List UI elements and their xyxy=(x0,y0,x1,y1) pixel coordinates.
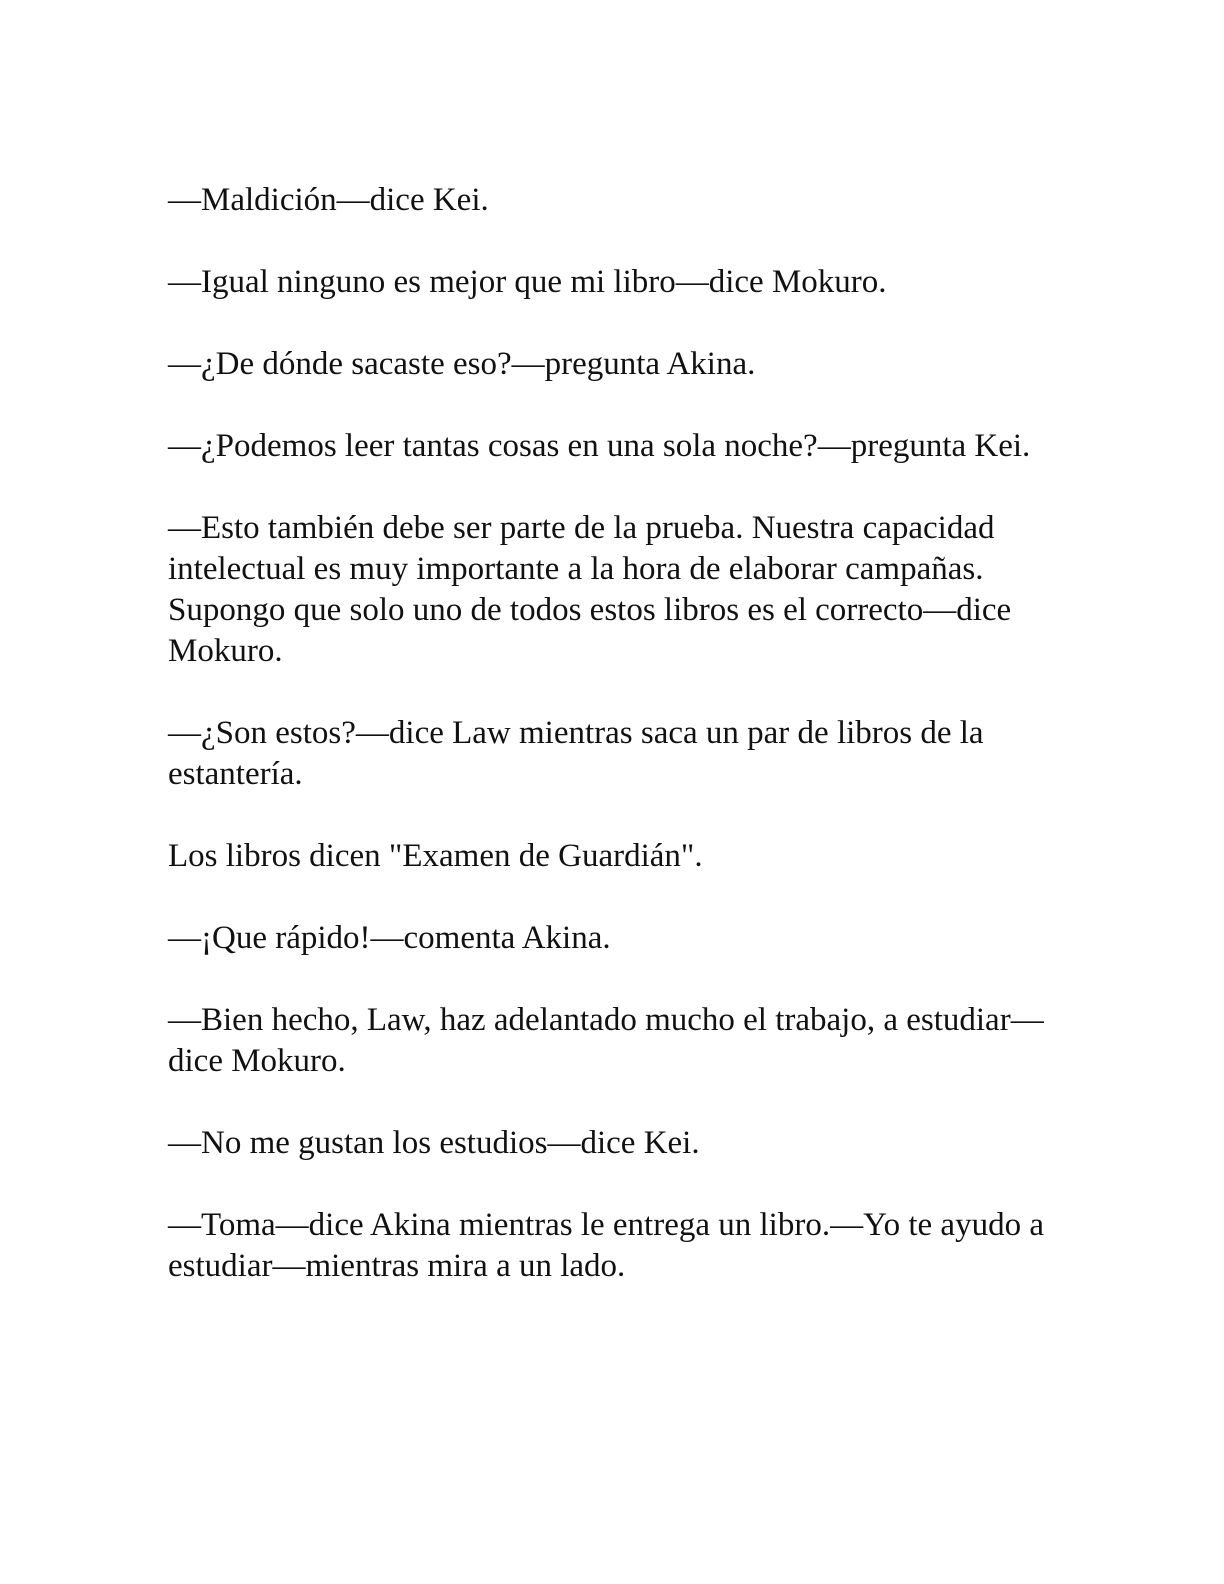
paragraph: —¿Podemos leer tantas cosas en una sola noche?—pregunta Kei. xyxy=(168,428,1031,464)
paragraph: —¡Que rápido!—comenta Akina. xyxy=(168,920,611,956)
paragraph: —Igual ninguno es mejor que mi libro—dice Mokuro. xyxy=(168,264,887,300)
paragraph: —Maldición—dice Kei. xyxy=(168,182,489,218)
paragraph: —¿Son estos?—dice Law mientras saca un par de libros de la estantería. xyxy=(168,715,984,792)
paragraph: —Esto también debe ser parte de la prueba. Nuestra capacidad intelectual es muy importante a la hora de elaborar campañas. Supongo que solo uno de todos estos libros es el correcto—dice Mokuro. xyxy=(168,510,1012,669)
paragraph: Los libros dicen "Examen de Guardián". xyxy=(168,838,703,874)
paragraph: —Toma—dice Akina mientras le entrega un libro.—Yo te ayudo a estudiar—mientras mira a un lado. xyxy=(168,1207,1044,1284)
paragraph: —Bien hecho, Law, haz adelantado mucho el trabajo, a estudiar—dice Mokuro. xyxy=(168,1002,1044,1079)
body-text xyxy=(168,180,1058,1328)
paragraph: —No me gustan los estudios—dice Kei. xyxy=(168,1125,700,1161)
paragraph: —¿De dónde sacaste eso?—pregunta Akina. xyxy=(168,346,756,382)
